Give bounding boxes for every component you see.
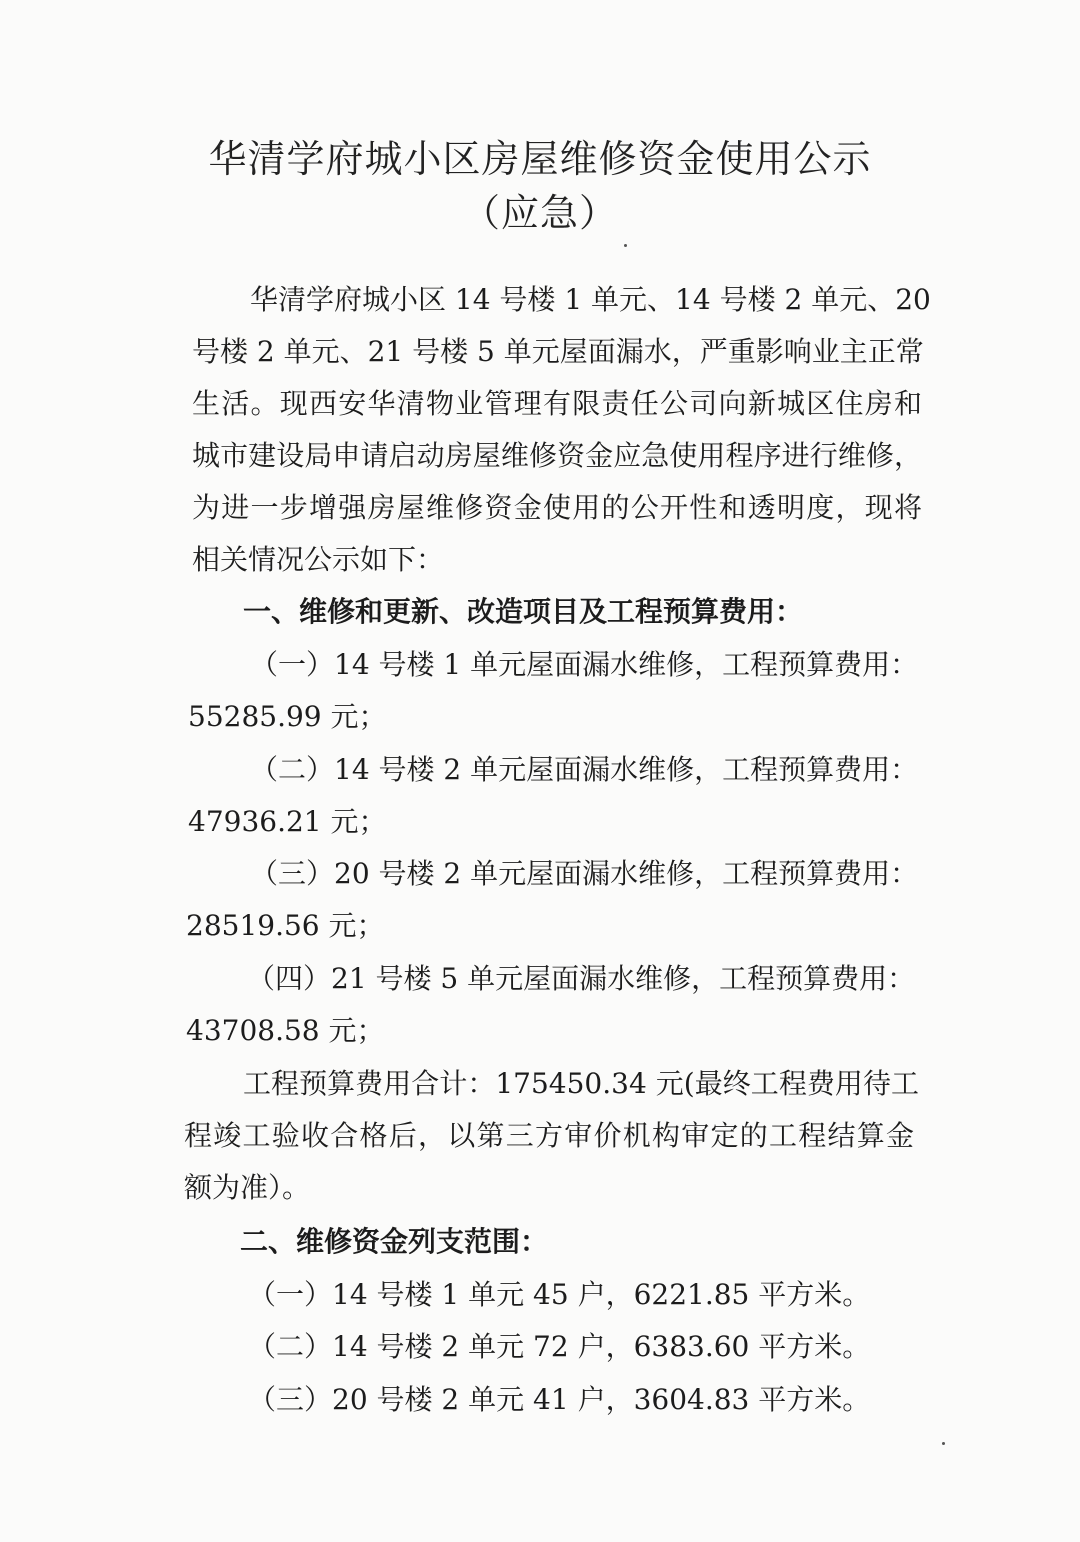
section1-total-line-3: 额为准）。	[184, 1171, 311, 1204]
section1-heading: 一、维修和更新、改造项目及工程预算费用：	[243, 595, 804, 628]
section2-item-2: （二）14 号楼 2 单元 72 户，6383.60 平方米。	[248, 1330, 871, 1363]
scan-speck	[942, 1442, 945, 1445]
section2-item-1: （一）14 号楼 1 单元 45 户，6221.85 平方米。	[248, 1278, 871, 1311]
document-title: 华清学府城小区房屋维修资金使用公示	[208, 137, 872, 181]
intro-line-4: 城市建设局申请启动房屋维修资金应急使用程序进行维修，	[192, 439, 922, 472]
section1-total-line-1: 工程预算费用合计：175450.34 元(最终工程费用待工	[243, 1067, 919, 1100]
intro-line-1: 华清学府城小区 14 号楼 1 单元、14 号楼 2 单元、20	[250, 283, 931, 316]
section1-item-4-desc: （四）21 号楼 5 单元屋面漏水维修，工程预算费用：	[247, 962, 916, 995]
scan-speck	[624, 244, 627, 247]
section1-item-2-desc: （二）14 号楼 2 单元屋面漏水维修，工程预算费用：	[250, 753, 919, 786]
intro-line-6: 相关情况公示如下：	[192, 543, 445, 576]
section1-item-3-amount: 28519.56 元；	[186, 909, 385, 942]
section1-total-line-2: 程竣工验收合格后，以第三方审价机构审定的工程结算金	[184, 1119, 914, 1152]
section1-item-3-desc: （三）20 号楼 2 单元屋面漏水维修，工程预算费用：	[250, 857, 919, 890]
section2-heading: 二、维修资金列支范围：	[240, 1225, 549, 1258]
document-subtitle: （应急）	[461, 191, 618, 235]
intro-line-2: 号楼 2 单元、21 号楼 5 单元屋面漏水，严重影响业主正常	[192, 335, 924, 368]
section1-item-4-amount: 43708.58 元；	[186, 1014, 385, 1047]
section1-item-2-amount: 47936.21 元；	[188, 805, 387, 838]
intro-line-5: 为进一步增强房屋维修资金使用的公开性和透明度，现将	[192, 491, 922, 524]
section2-item-3: （三）20 号楼 2 单元 41 户，3604.83 平方米。	[248, 1383, 871, 1416]
intro-line-3: 生活。现西安华清物业管理有限责任公司向新城区住房和	[192, 387, 922, 420]
section1-item-1-desc: （一）14 号楼 1 单元屋面漏水维修，工程预算费用：	[250, 648, 919, 681]
section1-item-1-amount: 55285.99 元；	[188, 700, 387, 733]
